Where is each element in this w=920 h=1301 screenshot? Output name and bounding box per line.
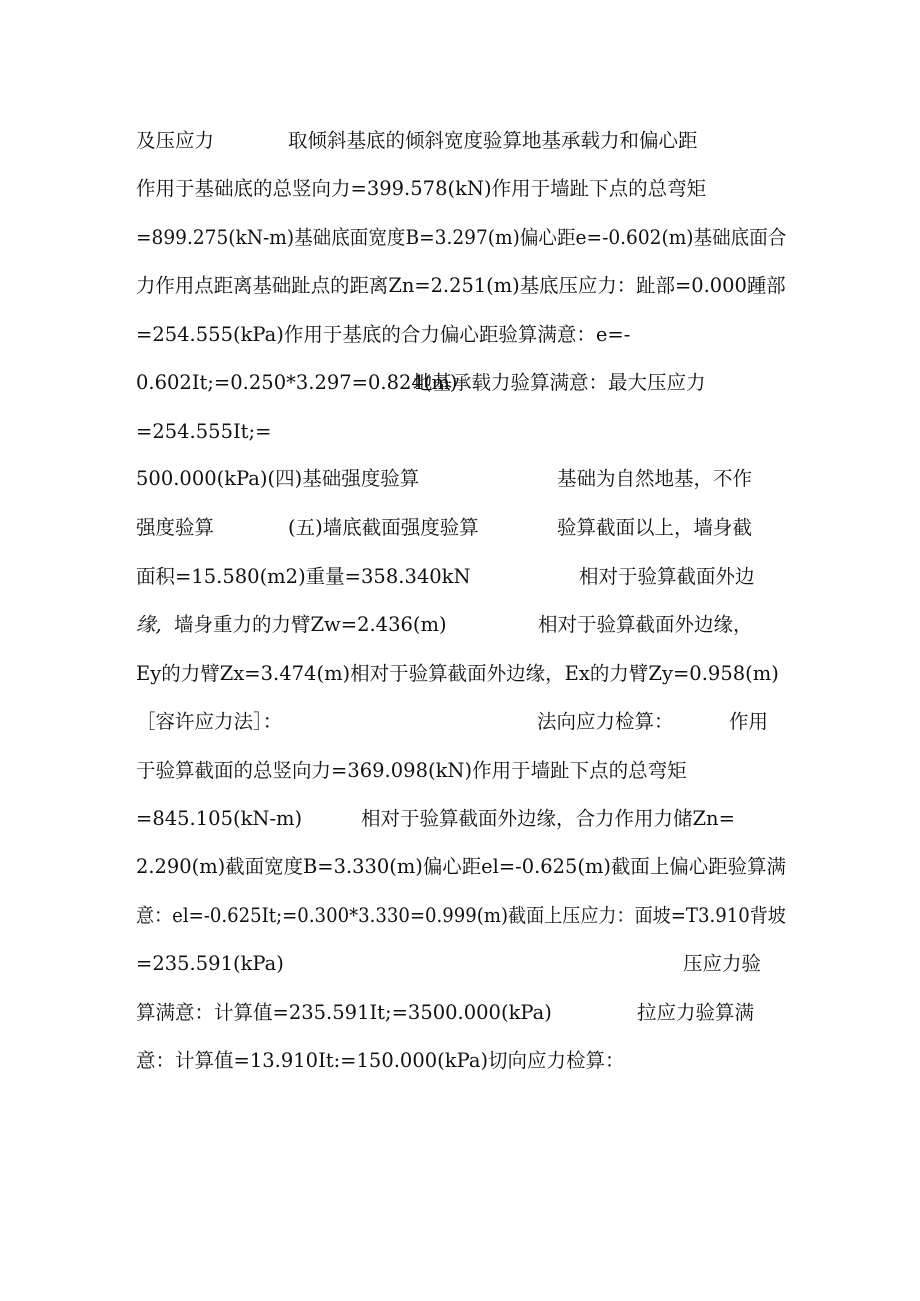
text-segment: 缘, — [136, 613, 162, 636]
text-segment: 相对于验算截面外边缘，合力作用力储Zn= — [361, 807, 735, 830]
text-line — [136, 1045, 786, 1077]
text-segment: 相对于验算截面外边缘， — [538, 613, 753, 636]
text-segment: 取倾斜基底的倾斜宽度验算地基承载力和偏心距 — [288, 129, 698, 152]
text-segment: 意：计算值=13.910It:=150.000(kPa)切向应力检算： — [136, 1049, 625, 1072]
text-segment: (五)墙底截面强度验算 — [288, 516, 479, 539]
text-segment: 于验算截面的总竖向力=369.098(kN)作用于墙趾下点的总弯矩 — [136, 759, 687, 782]
text-line — [136, 997, 786, 1029]
text-segment: =845.105(kN-m) — [136, 807, 303, 830]
text-segment: 力作用点距离基础趾点的距离Zn=2.251(m)基底压应力：趾部=0.000踵部 — [136, 274, 786, 297]
text-line — [136, 658, 786, 690]
text-line — [136, 561, 786, 593]
text-line — [136, 463, 786, 495]
text-segment: 强度验算 — [136, 516, 215, 539]
text-line — [136, 270, 786, 302]
text-line — [136, 948, 786, 980]
text-line — [136, 706, 786, 738]
text-line — [136, 755, 786, 787]
text-segment: 压应力验 — [683, 952, 762, 975]
text-segment: 基础为自然地基，不作 — [557, 467, 753, 490]
text-segment: 作用 — [729, 710, 769, 733]
text-line — [136, 851, 784, 883]
text-segment: =254.555(kPa)作用于基底的合力偏心距验算满意：e=- — [136, 323, 631, 346]
text-line — [136, 367, 786, 399]
text-segment: 作用于基础底的总竖向力=399.578(kN)作用于墙趾下点的总弯矩 — [136, 177, 707, 200]
text-line — [136, 512, 786, 544]
text-line — [136, 125, 786, 157]
text-segment: Ey的力臂Zx=3.474(m)相对于验算截面外边缘，Ex的力臂Zy=0.958(m) — [136, 662, 779, 685]
text-segment: 意：el=-0.625It;=0.300*3.330=0.999(m)截面上压应力：面坡=T3.910背坡 — [136, 904, 786, 927]
text-line — [136, 803, 786, 835]
text-segment: 2.290(m)截面宽度B=3.330(m)偏心距el=-0.625(m)截面上偏心距验算满 — [136, 855, 786, 878]
text-line — [136, 173, 786, 205]
text-segment: 算满意：计算值=235.591It;=3500.000(kPa) — [136, 1001, 552, 1024]
text-segment: 面积=15.580(m2)重量=358.340kN — [136, 565, 471, 588]
text-segment: 相对于验算截面外边 — [579, 565, 755, 588]
text-segment: 墙身重力的力臂Zw=2.436(m) — [174, 613, 447, 636]
text-segment: 法向应力检算： — [537, 710, 674, 733]
text-line — [136, 416, 786, 448]
text-segment: 0.602It;=0.250*3.297=0.824(m) — [136, 371, 458, 394]
text-segment: =235.591(kPa) — [136, 952, 284, 975]
text-line — [136, 900, 786, 932]
text-line — [136, 222, 787, 254]
text-segment: 验算截面以上，墙身截 — [557, 516, 753, 539]
text-line — [136, 319, 786, 351]
text-segment: =254.555It;= — [136, 420, 272, 443]
text-segment: 地基承载力验算满意：最大压应力 — [413, 371, 706, 394]
text-segment: ［容许应力法］： — [136, 710, 283, 733]
text-segment: 及压应力 — [136, 129, 215, 152]
text-segment: 500.000(kPa)(四)基础强度验算 — [136, 467, 420, 490]
text-segment: 拉应力验算满 — [637, 1001, 755, 1024]
text-line — [136, 609, 786, 641]
text-segment: =899.275(kN-m)基础底面宽度B=3.297(m)偏心距e=-0.602(m)基础底面合 — [136, 226, 787, 249]
